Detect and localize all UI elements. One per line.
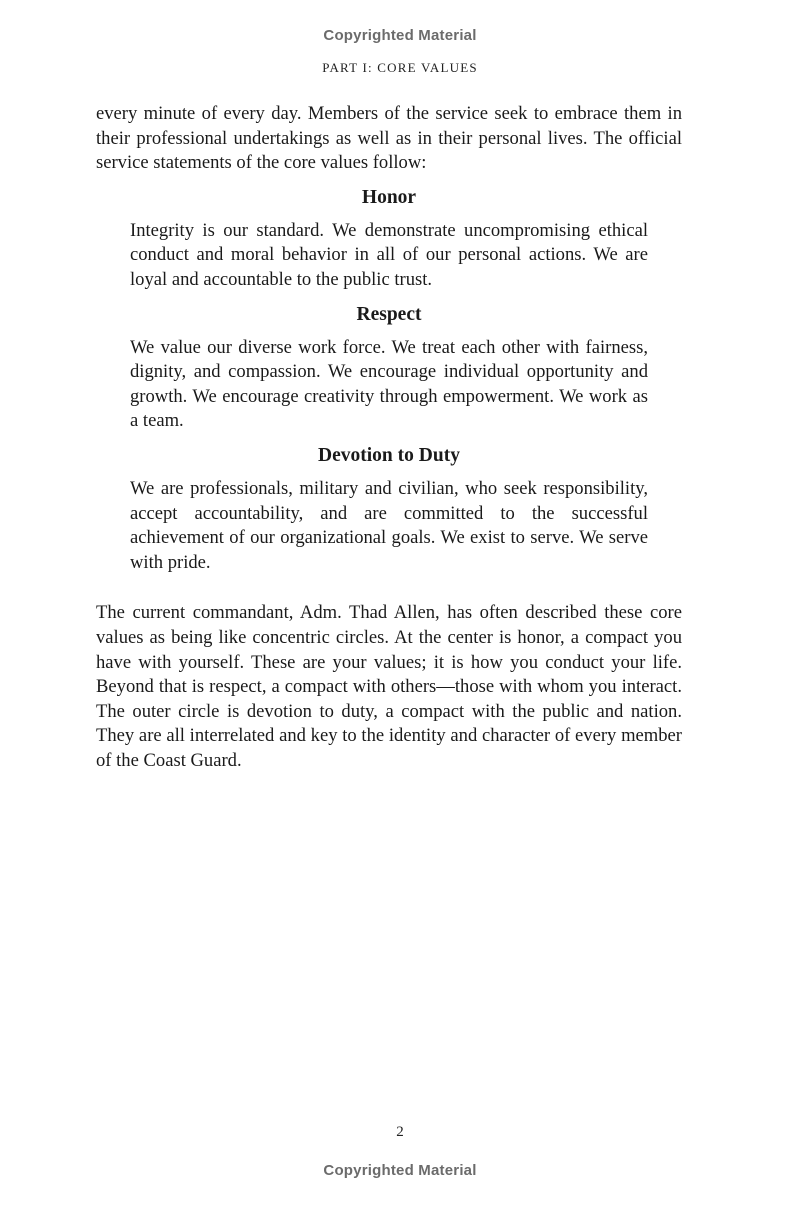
- value-heading-honor: Honor: [361, 186, 417, 208]
- core-value-honor: [96, 186, 682, 293]
- value-heading-respect: Respect: [356, 303, 422, 325]
- value-statement-devotion-to-duty: We are professionals, military and civilian, who seek responsibility, accept accountability, and are committed to the successful achievement of our organizational goals. We exist to serve. We serve with pride.: [130, 477, 648, 573]
- copyright-watermark-top: Copyrighted Material: [323, 27, 477, 44]
- closing-paragraph: The current commandant, Adm. Thad Allen, has often described these core values as being like concentric circles. At the center is honor, a compact you have with yourself. These are your values; it is how you conduct your life. Beyond that is respect, a compact with others—those with whom you interact. The outer circle is devotion to duty, a compact with the public and nation. They are all interrelated and key to the identity and character of every member of the Coast Guard.: [96, 602, 682, 771]
- core-value-respect: [96, 303, 682, 434]
- value-statement-respect: We value our diverse work force. We treat each other with fairness, dignity, and compassion. We encourage individual opportunity and growth. We encourage creativity through empowerment. We work as a team.: [130, 336, 648, 432]
- value-heading-devotion-to-duty: Devotion to Duty: [318, 444, 460, 466]
- page-number: 2: [396, 1124, 404, 1140]
- running-head: PART I: CORE VALUES: [322, 60, 478, 75]
- core-value-devotion-to-duty: [96, 444, 682, 575]
- copyright-watermark-bottom: Copyrighted Material: [323, 1162, 477, 1179]
- intro-paragraph: every minute of every day. Members of the service seek to embrace them in their professional undertakings as well as in their personal lives. The official service statements of the core values follow:: [96, 103, 682, 174]
- page-body: [96, 102, 682, 773]
- value-statement-honor: Integrity is our standard. We demonstrate uncompromising ethical conduct and moral behavior in all of our personal actions. We are loyal and accountable to the public trust.: [130, 219, 648, 290]
